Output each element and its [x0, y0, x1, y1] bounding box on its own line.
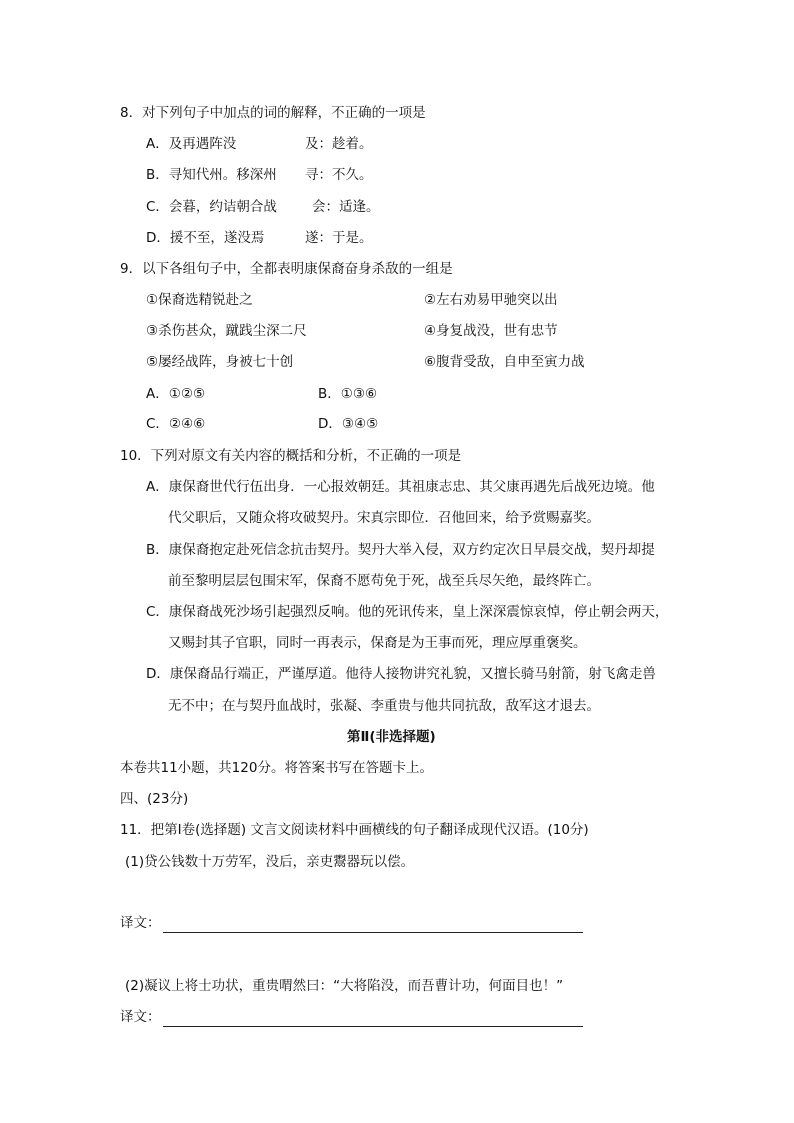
answer-row-2 [120, 1007, 583, 1027]
q9-option-d: D．③④⑤ [318, 416, 379, 432]
q9-item-2: ②左右劝易甲驰突以出 [424, 292, 558, 308]
q10-option-a-line1: A．康保裔世代行伍出身．一心报效朝廷。其祖康志忠、其父康再遇先后战死边境。他 [146, 479, 655, 495]
q8-option-a-gloss: 及：趁着。 [305, 136, 373, 152]
answer-blank-1[interactable] [163, 918, 583, 933]
q9-option-c: C．②④⑥ [146, 416, 206, 432]
q8-stem: 8．对下列句子中加点的词的解释，不正确的一项是 [120, 105, 426, 121]
answer-label-1: 译文： [120, 915, 161, 931]
q9-item-3: ③杀伤甚众，蹴践尘深二尺 [146, 323, 307, 339]
q9-item-1: ①保裔选精锐赴之 [146, 292, 253, 308]
q9-item-6: ⑥腹背受敌，自申至寅力战 [424, 354, 585, 370]
part2-title: 第Ⅱ(非选择题) [347, 729, 436, 745]
q8-option-b: B．寻知代州。移深州 [146, 167, 277, 183]
answer-row-1 [120, 913, 583, 933]
q8-option-a: A．及再遇阵没 [146, 136, 237, 152]
q9-item-4: ④身复战没，世有忠节 [424, 323, 558, 339]
q11-sentence-2: (2)凝议上将士功状，重贵喟然曰：“大将陷没，而吾曹计功，何面目也！” [125, 978, 564, 994]
q9-option-b: B．①③⑥ [318, 386, 378, 402]
q10-option-d-line2: 无不中；在与契丹血战时，张凝、李重贵与他共同抗敌，敌军这才退去。 [168, 698, 600, 714]
q10-option-b-line2: 前至黎明层层包围宋军，保裔不愿苟免于死，战至兵尽矢绝，最终阵亡。 [168, 573, 600, 589]
q8-option-c-gloss: 会：适逢。 [312, 199, 380, 215]
q10-option-a-line2: 代父职后，又随众将攻破契丹。宋真宗即位．召他回来，给予赏赐嘉奖。 [168, 510, 600, 526]
q10-option-c-line1: C．康保裔战死沙场引起强烈反响。他的死讯传来，皇上深深震惊哀悼，停止朝会两天， [146, 604, 669, 620]
section-four-heading: 四、(23分) [120, 791, 189, 807]
q9-option-a: A．①②⑤ [146, 386, 206, 402]
q10-option-c-line2: 又赐封其子官职，同时一再表示，保裔是为王事而死，理应厚重褒奖。 [168, 635, 587, 651]
q8-option-c: C．会暮，约诘朝合战 [146, 199, 277, 215]
q10-stem: 10．下列对原文有关内容的概括和分析，不正确的一项是 [120, 448, 462, 464]
part2-intro: 本卷共11小题，共120分。将答案书写在答题卡上。 [120, 760, 433, 776]
q10-option-b-line1: B．康保裔抱定赴死信念抗击契丹。契丹大举入侵，双方约定次日早晨交战，契丹却提 [146, 542, 655, 558]
answer-blank-2[interactable] [163, 1012, 583, 1027]
q10-option-d-line1: D．康保裔品行端正，严谨厚道。他待人接物讲究礼貌，又擅长骑马射箭，射飞禽走兽 [146, 666, 656, 682]
answer-label-2: 译文： [120, 1009, 161, 1025]
q8-option-b-gloss: 寻：不久。 [305, 167, 373, 183]
q8-option-d-gloss: 遂：于是。 [305, 230, 373, 246]
q11-sentence-1: (1)贷公钱数十万劳军，没后，亲吏鬻器玩以偿。 [125, 854, 415, 870]
q9-stem: 9．以下各组句子中，全都表明康保裔奋身杀敌的一组是 [120, 261, 453, 277]
q9-item-5: ⑤屡经战阵，身被七十创 [146, 354, 294, 370]
q8-option-d: D．援不至，遂没焉 [146, 230, 265, 246]
q11-stem: 11．把第Ⅰ卷(选择题) 文言文阅读材料中画横线的句子翻译成现代汉语。(10分) [120, 822, 589, 838]
